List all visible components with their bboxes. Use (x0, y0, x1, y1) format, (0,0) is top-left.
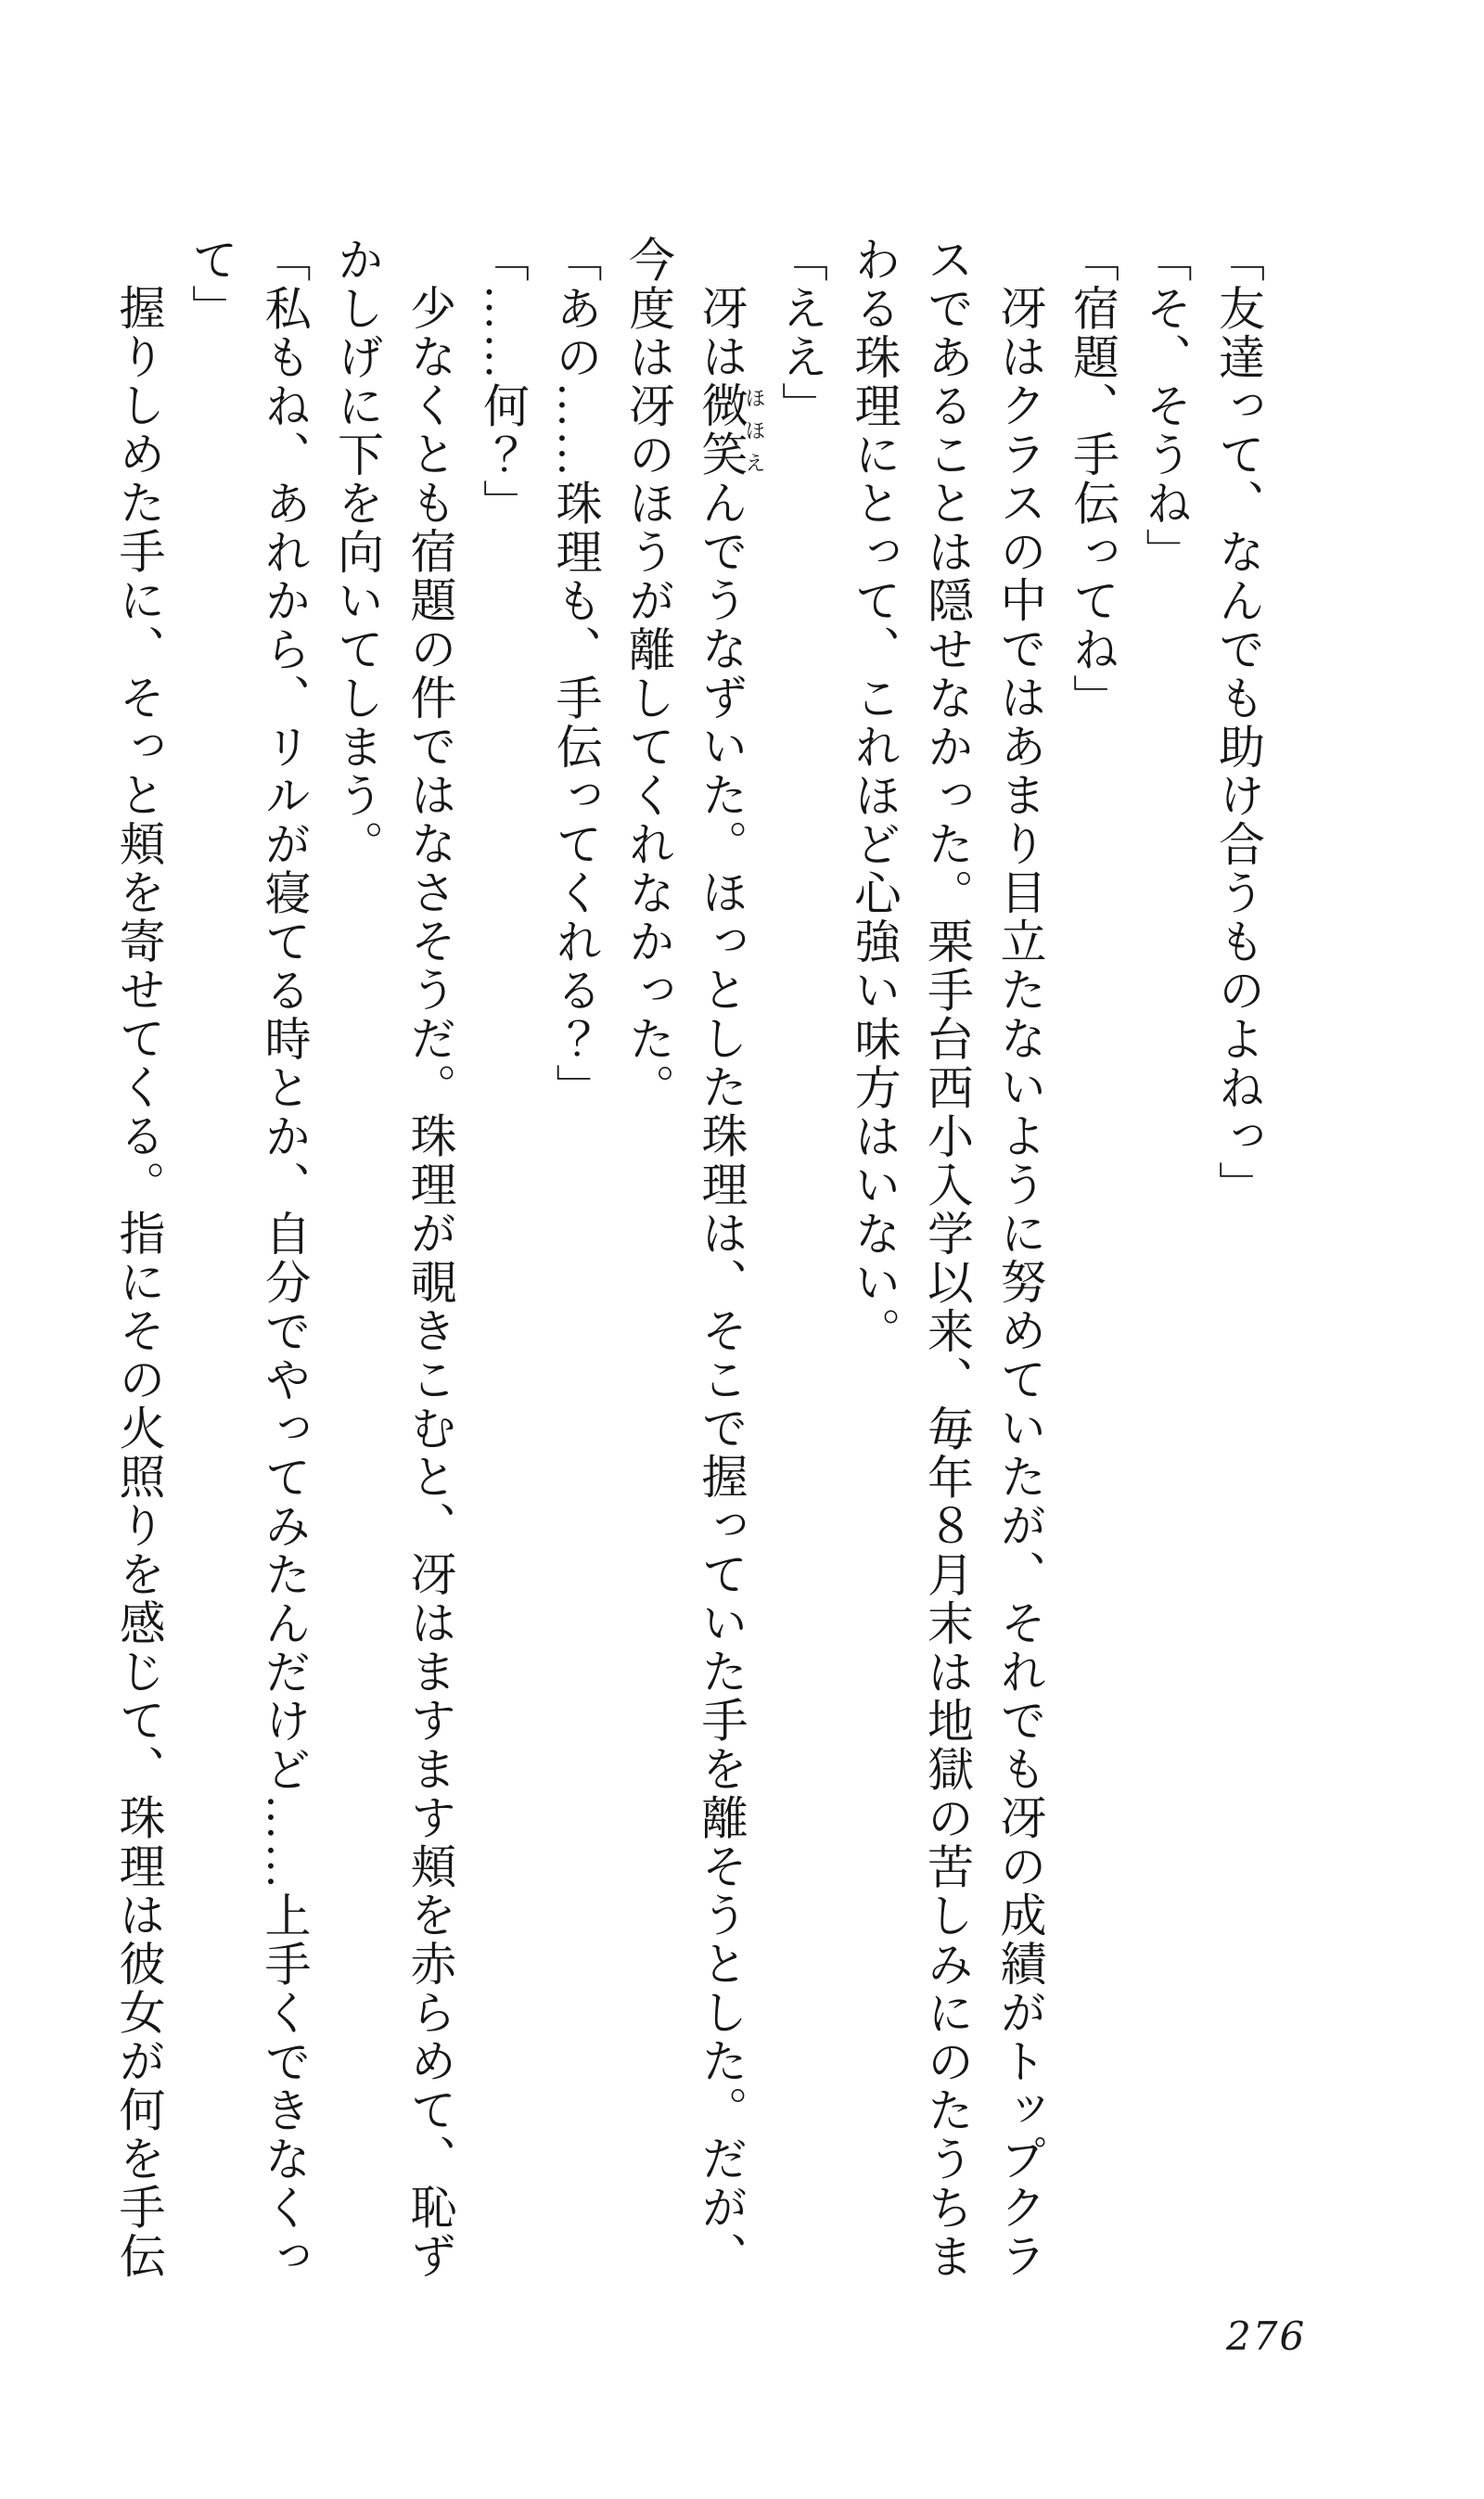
text-line-01: 「友達って、なんでも助け合うものよねっ」 (1212, 236, 1264, 1210)
text-line-02: 「そ、そうね」 (1139, 236, 1192, 577)
text-block (102, 236, 1274, 2286)
text-segment: んでうなずいた。ほっとした珠理は、そこで握っていた手を離そうとした。だが、 (695, 479, 748, 2281)
text-line-06: わる珠理にとって、これほど心強い味方はいない。 (848, 236, 901, 1356)
text-line-11: 「……何？」 (477, 236, 529, 528)
text-line-05: スであることは隠せなかった。栗手台西小入学以来、毎年８月末は地獄の苦しみにのたうちま (921, 236, 973, 2281)
text-line-03: 「宿題、手伝ってね」 (1067, 236, 1119, 723)
text-line-15: て」 (186, 236, 237, 333)
text-line-04: 冴はクラスの中ではあまり目立たないように努めていたが、それでも冴の成績がトップクラ (993, 284, 1046, 2281)
text-line-16: 握りしめた手に、そっと頬を寄せてくる。指にその火照りを感じて、珠理は彼女が何を手伝 (112, 284, 165, 2281)
page-number: 276 (1226, 2313, 1307, 2359)
furigana: ほほえ (743, 381, 766, 479)
text-segment: 冴は (695, 284, 748, 381)
text-line-10: 「あの……珠理も、手伝ってくれる？」 (549, 236, 602, 1112)
text-line-13: かしげに下を向いてしまう。 (331, 236, 383, 869)
text-line-12: 少なくとも宿題の件ではなさそうだ。珠理が覗きこむと、冴はますます頬を赤らめて、恥ず (403, 284, 456, 2281)
ruby-word (695, 381, 766, 479)
text-line-07: 「ええ」 (775, 236, 827, 430)
text-line-09: 今度は冴のほうが離してくれなかった。 (622, 236, 674, 1112)
text-line-14: 「私もね、あれから、リルが寝てる時とか、自分でやってみたんだけど……上手くできなくっ (258, 236, 311, 2281)
ruby-base: 微笑 (695, 381, 748, 479)
text-line-08 (684, 236, 765, 2286)
